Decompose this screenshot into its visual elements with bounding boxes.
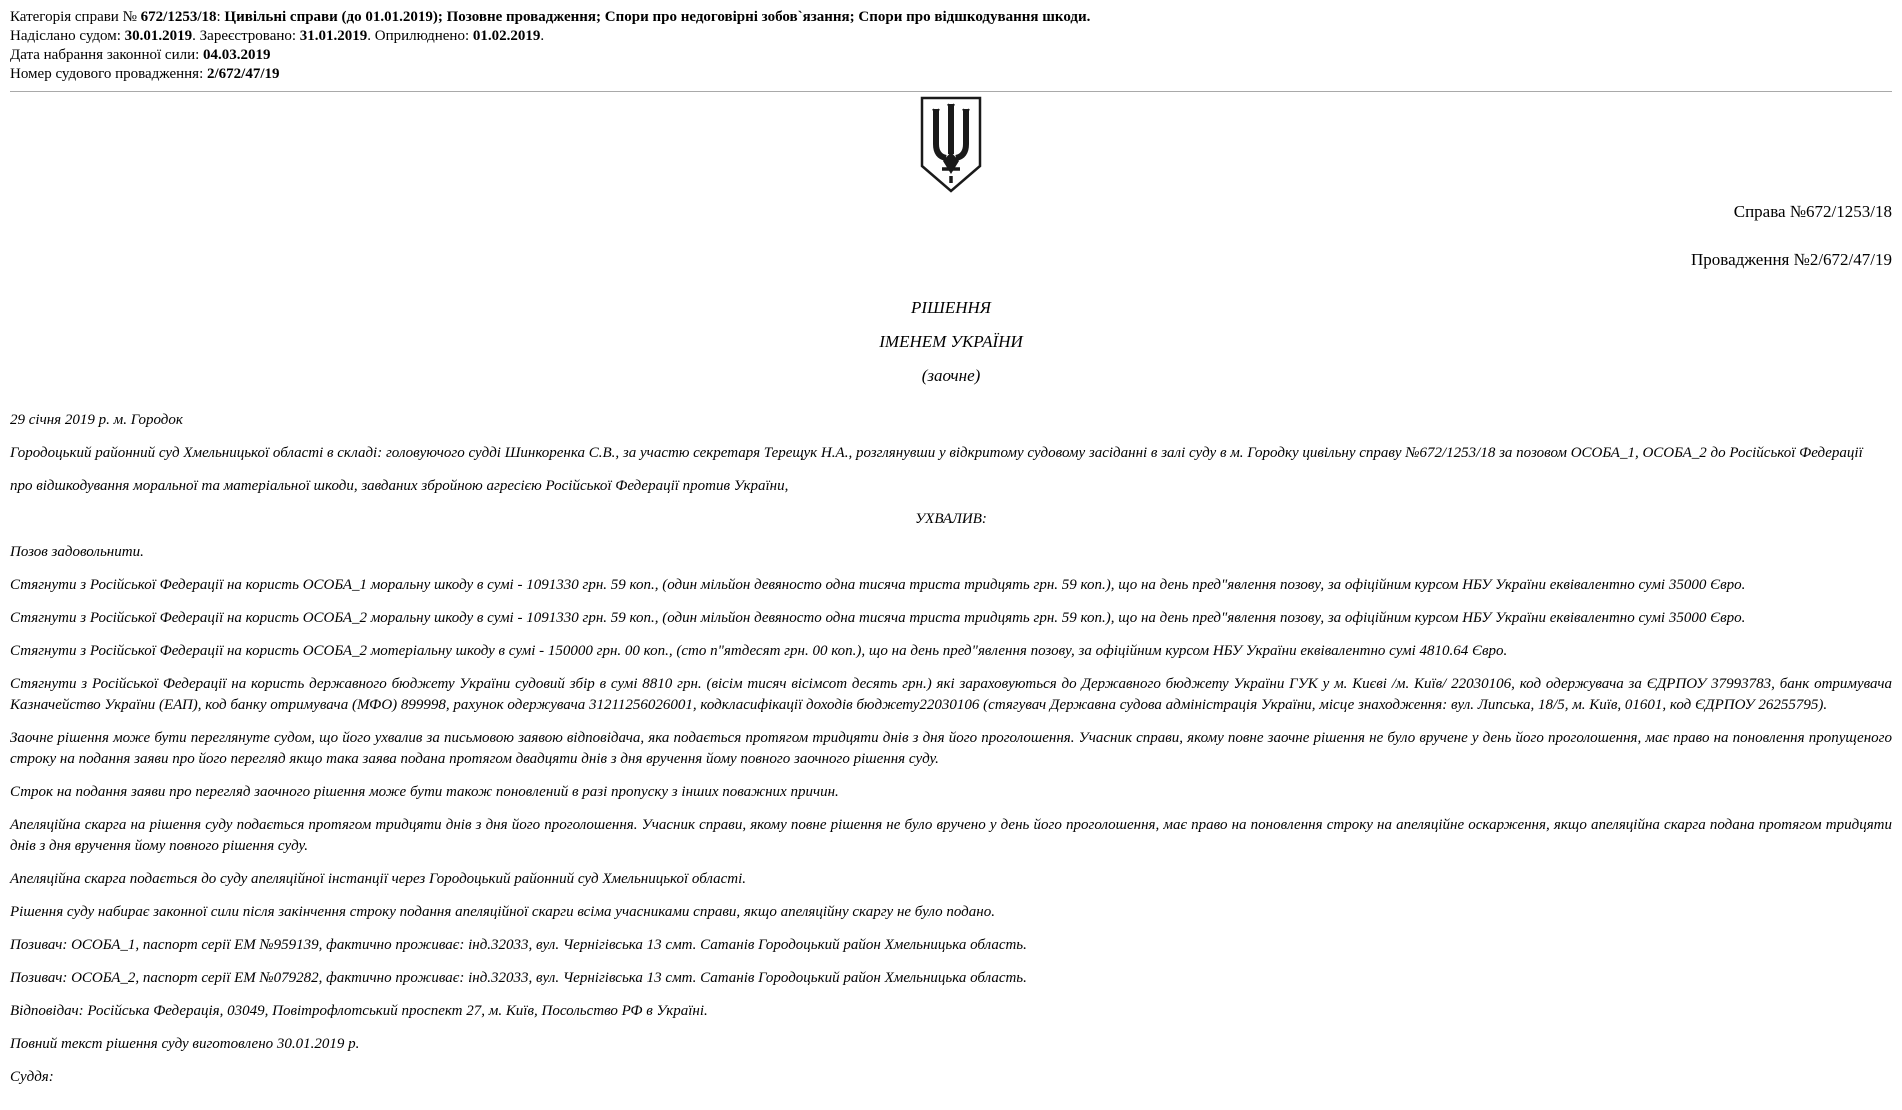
header-divider — [10, 91, 1892, 92]
decision-title: РІШЕННЯ — [911, 298, 991, 317]
full-text-date-line: Повний текст рішення суду виготовлено 30.01.2019 р. — [10, 1036, 360, 1052]
appeal-term-paragraph: Апеляційна скарга на рішення суду подається протягом тридцяти днів з дня його проголошення. Учасник справи, якому повне рішення не було вручено у день його проголошення, має право на поновлення строку на апеляційне оскарження, якщо апеляційна скарга подана протягом тридцяти днів з дня вручення йому повного рішення суду. — [10, 817, 1892, 854]
header-line — [10, 46, 1892, 65]
header-line — [10, 8, 1892, 27]
header-label: . Оприлюднено: — [367, 28, 473, 44]
header-value: 2/672/47/19 — [207, 66, 280, 82]
header-value: 01.02.2019 — [472, 28, 541, 44]
case-references — [10, 202, 1892, 270]
review-term-renewal-paragraph: Строк на подання заяви про перегляд заочного рішення може бути також поновлений в разі пропуску з інших поважних причин. — [10, 784, 839, 800]
award-moral-osoba2-paragraph: Стягнути з Російської Федерації на користь ОСОБА_2 моральну шкоду в сумі - 1091330 грн. 59 коп., (один мільйон девяносто одна тисяча триста тридцять грн. 59 коп.), що на день пред"явлення позову, за офіційним курсом НБУ України еквівалентно сумі 35000 Євро. — [10, 610, 1746, 626]
document-body — [10, 410, 1892, 1088]
header-value: 30.01.2019 — [124, 28, 193, 44]
award-material-osoba2-paragraph: Стягнути з Російської Федерації на користь ОСОБА_2 мотеріальну шкоду в сумі - 150000 грн. 00 коп., (сто п"ятдесят грн. 00 коп.), що на день пред"явлення позову, за офіційним курсом НБУ України еквівалентно сумі 4810.64 Євро. — [10, 643, 1508, 659]
header-label: Категорія справи № — [10, 9, 141, 25]
header-line — [10, 27, 1892, 46]
plaintiff-1-details: Позивач: ОСОБА_1, паспорт серії ЕМ №959139, фактично проживає: інд.32033, вул. Чернігівська 13 смт. Сатанів Городоцький район Хмельницька область. — [10, 937, 1027, 953]
default-judgment-review-paragraph: Заочне рішення може бути переглянуте судом, що його ухвалив за письмовою заявою відповідача, яка подається протягом тридцяти днів з дня його проголошення. Учасник справи, якому повне заочне рішення не було вручене у день його проголошення, має право на поновлення пропущеного строку на подання заяви про його перегляд якщо така заява подана протягом двадцяти днів з дня вручення йому повного заочного рішення суду. — [10, 730, 1892, 767]
header-label: : — [216, 9, 225, 25]
ukraine-trident-coat-of-arms-icon — [919, 96, 983, 194]
proceeding-number: Провадження №2/672/47/19 — [1691, 250, 1892, 269]
resolved-heading: УХВАЛИВ: — [915, 511, 987, 527]
decision-type: (заочне) — [921, 366, 981, 385]
header-label: Надіслано судом: — [10, 28, 125, 44]
header-value: 31.01.2019 — [299, 28, 368, 44]
header-label: Номер судового провадження: — [10, 66, 207, 82]
header-value: Цивільні справи (до 01.01.2019); Позовне провадження; Спори про недоговірні зобов`язання; Спори про відшкодування шкоди. — [224, 9, 1091, 25]
court-composition-paragraph: Городоцький районний суд Хмельницької області в складі: головуючого судді Шинкоренка С.В., за участю секретаря Терещук Н.А., розглянувши у відкритому судовому засіданні в залі суду в м. Городку цивільну справу №672/1253/18 за позовом ОСОБА_1, ОСОБА_2 до Російської Федерації — [10, 445, 1863, 461]
header-label: . Зареєстровано: — [192, 28, 300, 44]
appeal-filing-paragraph: Апеляційна скарга подається до суду апеляційної інстанції через Городоцький районний суд Хмельницької області. — [10, 871, 747, 887]
date-place-line: 29 січня 2019 р. м. Городок — [10, 412, 183, 428]
header-value: 672/1253/18 — [140, 9, 217, 25]
header-label: . — [540, 28, 545, 44]
case-metadata-header — [10, 8, 1892, 84]
plaintiff-2-details: Позивач: ОСОБА_2, паспорт серії ЕМ №079282, фактично проживає: інд.32033, вул. Чернігівська 13 смт. Сатанів Городоцький район Хмельницька область. — [10, 970, 1027, 986]
decision-subtitle: ІМЕНЕМ УКРАЇНИ — [879, 332, 1023, 351]
legal-force-paragraph: Рішення суду набирає законної сили після закінчення строку подання апеляційної скарги всіма учасниками справи, якщо апеляційну скаргу не було подано. — [10, 904, 995, 920]
header-line — [10, 65, 1892, 84]
defendant-details: Відповідач: Російська Федерація, 03049, Повітрофлотський проспект 27, м. Київ, Посольство РФ в Україні. — [10, 1003, 708, 1019]
case-number: Справа №672/1253/18 — [1733, 202, 1892, 221]
judge-signature-line: Суддя: — [10, 1069, 54, 1085]
header-value: 04.03.2019 — [203, 47, 271, 63]
claim-subject-paragraph: про відшкодування моральної та матеріальної шкоди, завданих збройною агресією Російської Федерації против України, — [10, 478, 789, 494]
emblem-container — [10, 96, 1892, 196]
decision-title-block — [10, 298, 1892, 386]
award-moral-osoba1-paragraph: Стягнути з Російської Федерації на користь ОСОБА_1 моральну шкоду в сумі - 1091330 грн. 59 коп., (один мільйон девяносто одна тисяча триста тридцять грн. 59 коп.), що на день пред"явлення позову, за офіційним курсом НБУ України еквівалентно сумі 35000 Євро. — [10, 577, 1746, 593]
header-label: Дата набрання законної сили: — [10, 47, 204, 63]
court-fee-paragraph: Стягнути з Російської Федерації на користь державного бюджету України судовий збір в сумі 8810 грн. (вісім тисяч вісімсот десять грн.) які зараховуються до Державного бюджету України ГУК у м. Києві /м. Київ/ 22030106, код одержувача за ЄДРПОУ 37993783, банк отримувача Казначейство України (ЕАП), код банку отримувача (МФО) 899998, рахунок одержувача 31211256026001, кодкласифікації доходів бюджету22030106 (стягувач Державна судова адміністрація України, місце знаходження: вул. Липська, 18/5, м. Київ, 01601, код ЄДРПОУ 26255795). — [10, 676, 1892, 713]
claim-granted-line: Позов задовольнити. — [10, 544, 144, 560]
